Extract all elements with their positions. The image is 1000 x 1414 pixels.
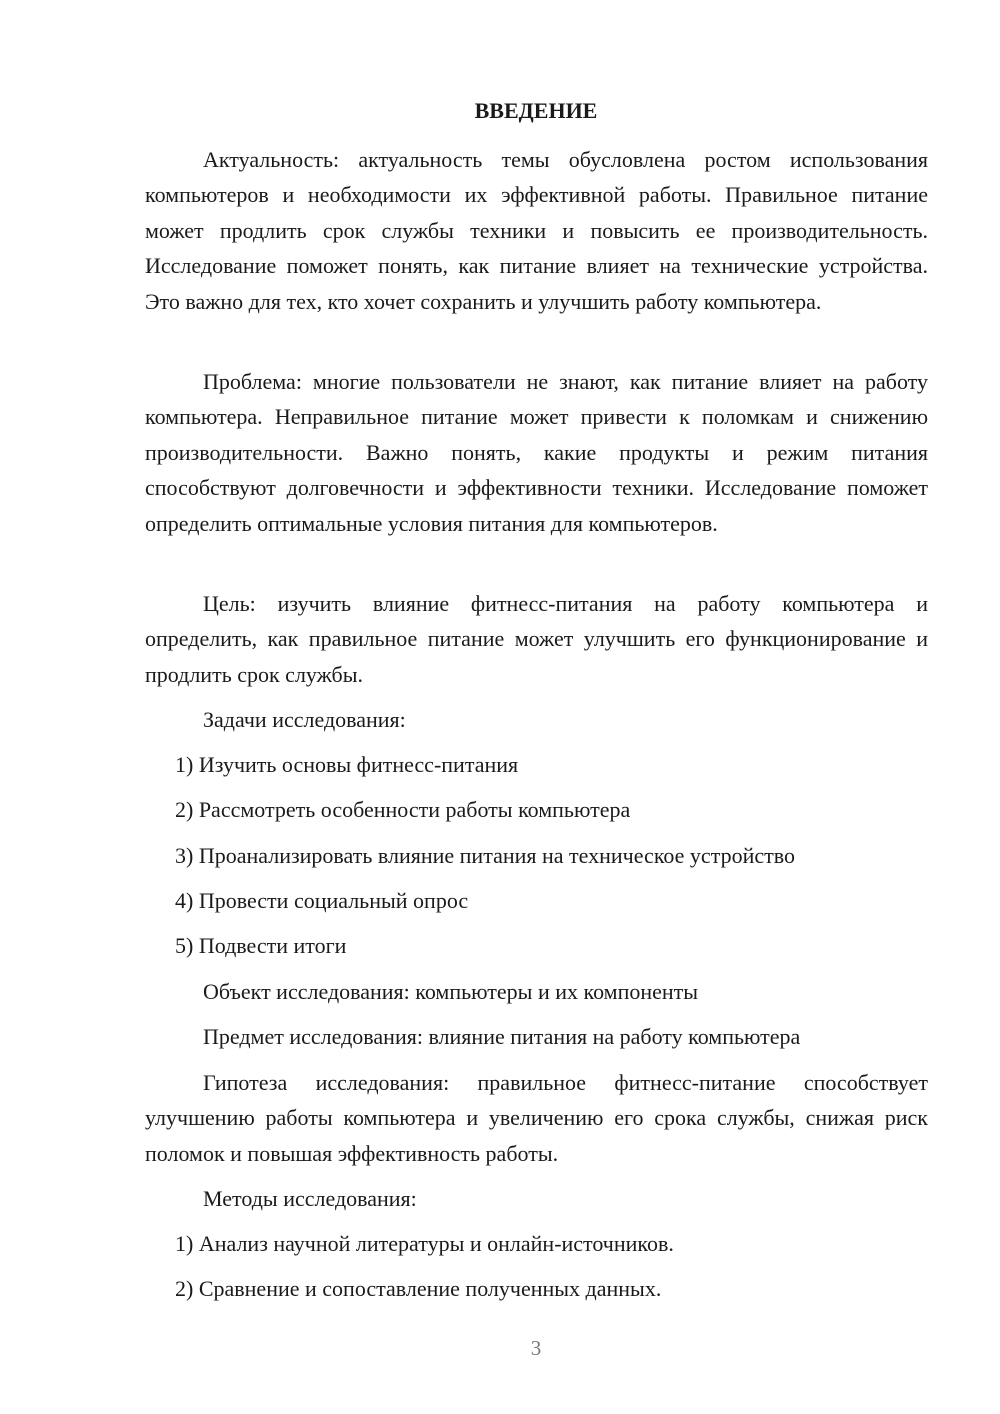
page-number: 3 [530, 1336, 542, 1360]
method-item: 2) Сравнение и сопоставление полученных данных. [175, 1276, 662, 1301]
tasks-label: Задачи исследования: [203, 707, 406, 732]
task-item: 2) Рассмотреть особенности работы компьютера [175, 797, 631, 822]
methods-label: Методы исследования: [203, 1186, 417, 1211]
relevance-paragraph: Актуальность: актуальность темы обусловлена ростом использования компьютеров и необходимости их эффективной работы. Правильное питание может продлить срок службы техники и повысить ее производительность. Исследование поможет понять, как питание влияет на технические устройства. Это важно для тех, кто хочет сохранить и улучшить работу компьютера. [145, 147, 928, 314]
task-item: 1) Изучить основы фитнесс-питания [175, 752, 519, 777]
method-item: 1) Анализ научной литературы и онлайн-источников. [175, 1231, 674, 1256]
section-heading: ВВЕДЕНИЕ [474, 98, 598, 123]
problem-paragraph: Проблема: многие пользователи не знают, как питание влияет на работу компьютера. Неправильное питание может привести к поломкам и снижению производительности. Важно понять, какие продукты и режим питания способствуют долговечности и эффективности техники. Исследование поможет определить оптимальные условия питания для компьютеров. [145, 369, 928, 536]
task-item: 3) Проанализировать влияние питания на техническое устройство [175, 843, 795, 868]
hypothesis-paragraph: Гипотеза исследования: правильное фитнесс-питание способствует улучшению работы компьютера и увеличению его срока службы, снижая риск поломок и повышая эффективность работы. [145, 1070, 928, 1166]
task-item: 5) Подвести итоги [175, 933, 347, 958]
subject-line: Предмет исследования: влияние питания на работу компьютера [203, 1024, 801, 1049]
task-item: 4) Провести социальный опрос [175, 888, 469, 913]
goal-paragraph: Цель: изучить влияние фитнесс-питания на работу компьютера и определить, как правильное питание может улучшить его функционирование и продлить срок службы. [145, 591, 928, 687]
object-line: Объект исследования: компьютеры и их компоненты [203, 979, 699, 1004]
